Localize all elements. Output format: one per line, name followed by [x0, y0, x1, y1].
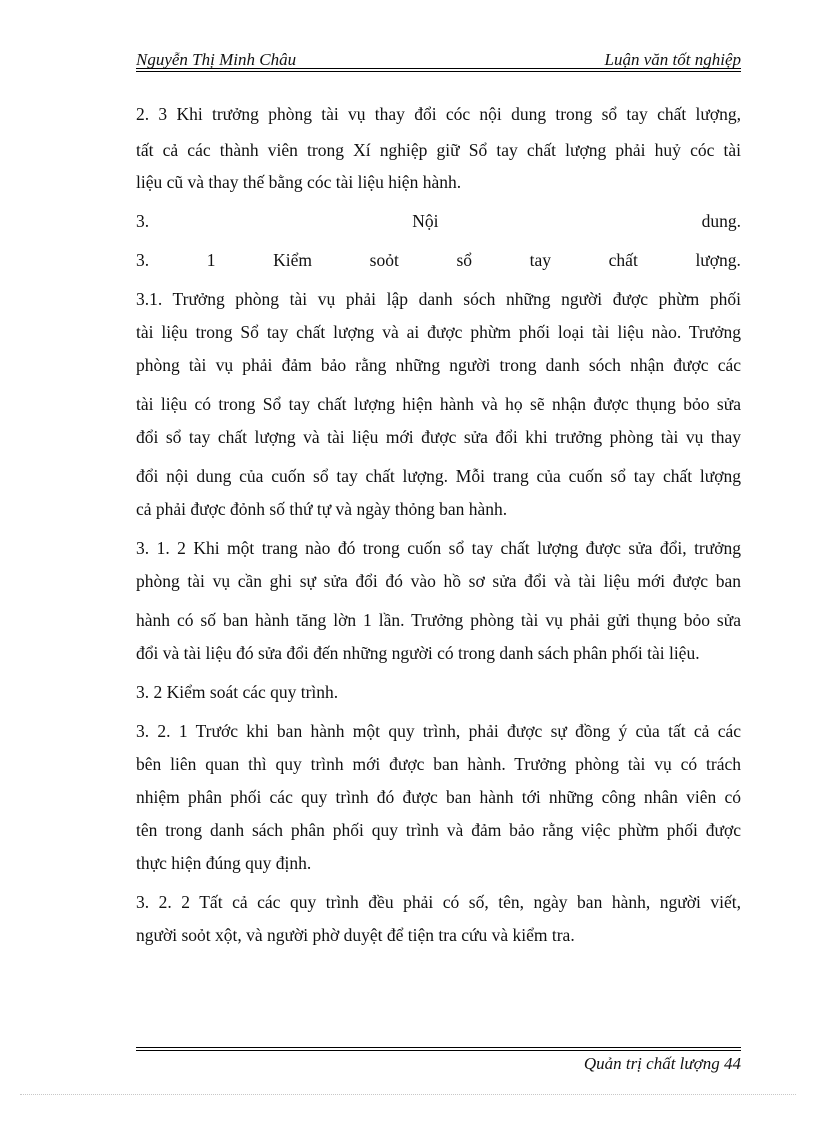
- paragraph-line: thực hiện đúng quy định.: [136, 853, 312, 873]
- heading-word: Kiểm: [273, 250, 313, 270]
- footer-subject-page: Quản trị chất lượng 44: [583, 1054, 741, 1073]
- paragraph-line: 3. 2. 1 Trước khi ban hành một quy trình, phải được sự đồng ý của tất cả các: [136, 721, 741, 741]
- footer-rule-upper: [136, 1047, 741, 1048]
- heading-word: 3.: [136, 211, 150, 231]
- page-bottom-border: [20, 1094, 796, 1095]
- paragraph-line: đổi nội dung của cuốn sổ tay chất lượng. Mỗi trang của cuốn sổ tay chất lượng: [136, 466, 741, 486]
- heading-word: dung.: [701, 211, 741, 231]
- paragraph-line: bên liên quan thì quy trình mới được ban hành. Trưởng phòng tài vụ có trách: [136, 754, 741, 774]
- paragraph-line: liệu cũ và thay thế bằng cóc tài liệu hiện hành.: [136, 172, 462, 192]
- paragraph-line: nhiệm phân phối các quy trình đó được ban hành tới những công nhân viên có: [136, 787, 741, 807]
- header-author: Nguyễn Thị Minh Châu: [136, 50, 297, 69]
- header-rule-lower: [136, 71, 741, 72]
- section-heading: 3. 2 Kiểm soát các quy trình.: [136, 682, 339, 702]
- paragraph-line: đổi và tài liệu đó sửa đổi đến những người có trong danh sách phân phối tài liệu.: [136, 643, 700, 663]
- paragraph-line: tài liệu có trong Sổ tay chất lượng hiện hành và họ sẽ nhận được thụng bỏo sửa: [136, 394, 741, 414]
- paragraph-line: đổi sổ tay chất lượng và tài liệu mới được sửa đổi khi trưởng phòng tài vụ thay: [136, 427, 741, 447]
- heading-content: [136, 209, 741, 233]
- heading-word: lượng.: [695, 250, 741, 270]
- header-document-type: Luận văn tốt nghiệp: [604, 50, 741, 69]
- paragraph-line: tài liệu trong Sổ tay chất lượng và ai được phừm phối loại tài liệu nào. Trưởng: [136, 322, 741, 342]
- header-rule-upper: [136, 68, 741, 69]
- heading-word: 1: [206, 250, 216, 270]
- paragraph-line: 3. 2. 2 Tất cả các quy trình đều phải có số, tên, ngày ban hành, người viết,: [136, 892, 741, 912]
- paragraph-line: phòng tài vụ phải đảm bảo rằng những người trong danh sóch nhận được các: [136, 355, 741, 375]
- paragraph-line: 3.1. Trưởng phòng tài vụ phải lập danh sóch những người được phừm phối: [136, 289, 741, 309]
- paragraph-line: phòng tài vụ cần ghi sự sửa đổi đó vào hồ sơ sửa đổi và tài liệu mới được ban: [136, 571, 741, 591]
- footer-rule-lower: [136, 1050, 741, 1051]
- heading-word: soỏt: [369, 250, 399, 270]
- heading-word: 3.: [136, 250, 150, 270]
- paragraph-line: tên trong danh sách phân phối quy trình và đảm bảo rằng việc phừm phối được: [136, 820, 741, 840]
- heading-word: sổ: [456, 250, 473, 270]
- paragraph-line: cả phải được đỏnh số thứ tự và ngày thỏng ban hành.: [136, 499, 508, 519]
- paragraph-line: 3. 1. 2 Khi một trang nào đó trong cuốn sổ tay chất lượng được sửa đổi, trưởng: [136, 538, 741, 558]
- heading-word: tay: [529, 250, 552, 270]
- heading-word: Nội: [412, 211, 439, 231]
- heading-quality-manual-control: [136, 248, 741, 272]
- paragraph-line: tất cả các thành viên trong Xí nghiệp giữ Sổ tay chất lượng phải huỷ cóc tài: [136, 140, 741, 160]
- paragraph-line: người soỏt xột, và người phờ duyệt để tiện tra cứu và kiểm tra.: [136, 925, 575, 945]
- paragraph-line: 2. 3 Khi trưởng phòng tài vụ thay đổi cóc nội dung trong sổ tay chất lượng,: [136, 104, 741, 124]
- heading-word: chất: [608, 250, 638, 270]
- paragraph-line: hành có số ban hành tăng lờn 1 lần. Trưởng phòng tài vụ phải gửi thụng bỏo sửa: [136, 610, 741, 630]
